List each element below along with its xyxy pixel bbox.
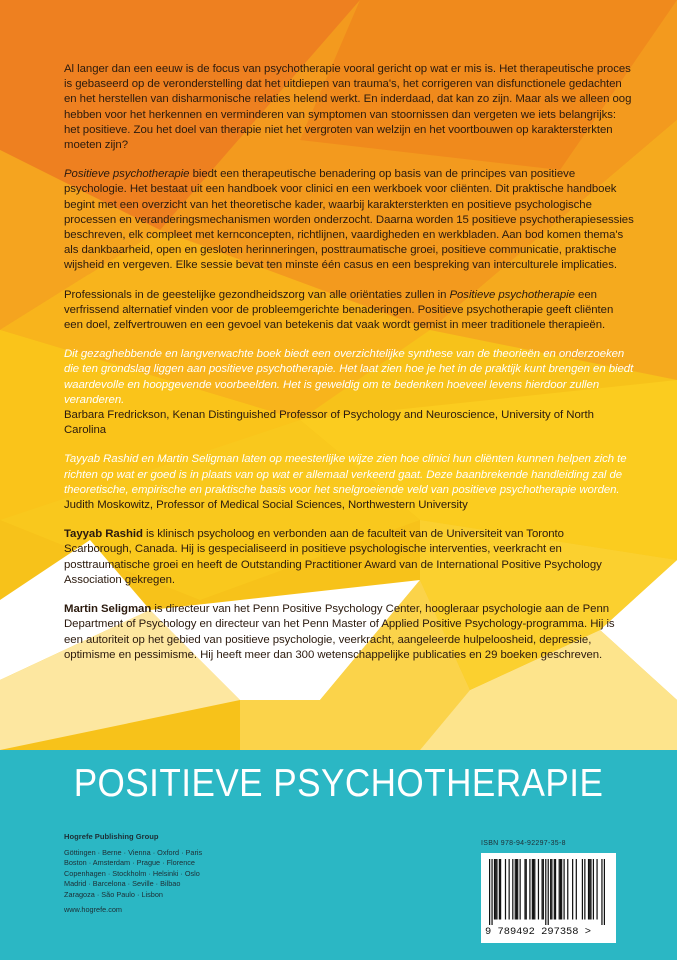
barcode-bar xyxy=(516,859,517,920)
barcode-bar xyxy=(563,859,564,920)
barcode-bar xyxy=(532,859,533,920)
barcode-bar xyxy=(561,859,562,920)
publisher-cities: Boston · Amsterdam · Prague · Florence xyxy=(64,858,195,868)
barcode-digits: 9 789492 297358 > xyxy=(485,926,592,938)
barcode-bar xyxy=(543,859,544,920)
barcode-bar xyxy=(526,859,527,920)
endorsement-quote: Tayyab Rashid en Martin Seligman laten op meesterlijke wijze zien hoe clinici hun cliënten kunnen helpen zich te richten op wat er goed is in plaats van op wat er allemaal verkeerd gaat. Deze baanbrekende handleiding zal de theoretische, empirische en praktische basis voor het snelgroeiende veld van positieve psychotherapie worden. xyxy=(64,453,627,496)
barcode-bar xyxy=(550,859,551,920)
book-title-inline: Positieve psychotherapie xyxy=(449,288,575,301)
barcode-bar xyxy=(538,859,539,920)
endorsement-quote: Dit gezaghebbende en langverwachte boek biedt een overzichtelijke synthese van de theorieën en onderzoeken die ten grondslag liggen aan positieve psychotherapie. Het laat zien hoe je het in de praktijk kunt brengen en biedt waardevolle en hoopgevende voorbeelden. Het is geweldig om te bedenken hoeveel levens hierdoor zullen veranderen. xyxy=(64,348,634,406)
barcode-bar xyxy=(572,859,573,920)
endorsement xyxy=(64,347,634,438)
barcode-bar xyxy=(596,859,597,920)
book-title: POSITIEVE PSYCHOTHERAPIE xyxy=(73,762,604,805)
barcode-bar xyxy=(491,859,492,925)
barcode-bar xyxy=(604,859,605,925)
barcode-bar xyxy=(576,859,577,920)
publisher-cities: Madrid · Barcelona · Seville · Bilbao xyxy=(64,879,181,889)
barcode-bar xyxy=(489,859,490,925)
barcode-bar xyxy=(529,859,530,920)
barcode-bar xyxy=(524,859,525,920)
audience-paragraph: Professionals in de geestelijke gezondheidszorg van alle oriëntaties zullen in Positieve psychotherapie een verfrissend alternatief vinden voor de probleemgerichte benaderingen. Positieve psychotherapie geeft cliënten een doel, zelfvertrouwen en een gevoel van betekenis dat vaak wordt gemist in meer traditionele therapieën. xyxy=(64,288,614,332)
endorsement xyxy=(64,452,634,513)
barcode-bar xyxy=(589,859,590,920)
author-bio: Tayyab Rashid is klinisch psycholoog en verbonden aan de faculteit van de Universiteit van Toronto Scarborough, Canada. Hij is gespecialiseerd in positieve psychologische interventies, veerkracht en posttraumatische groei en heeft de Outstanding Practitioner Award van de International Positive Psychology Association gekregen. xyxy=(64,528,602,586)
book-title-inline: Positieve psychotherapie xyxy=(64,168,190,181)
barcode-bar xyxy=(512,859,513,920)
barcode-bar xyxy=(601,859,602,925)
barcode-bar xyxy=(545,859,546,925)
publisher-info xyxy=(64,832,202,915)
barcode-bar xyxy=(584,859,585,920)
barcode-bar xyxy=(548,859,549,925)
barcode-bar xyxy=(517,859,518,920)
barcode-bar xyxy=(520,859,521,920)
barcode-bar xyxy=(505,859,506,920)
publisher-name: Hogrefe Publishing Group xyxy=(64,832,159,841)
barcode-bar xyxy=(515,859,516,920)
author-bio: Martin Seligman is directeur van het Penn Positive Psychology Center, hoogleraar psychologie aan de Penn Department of Psychology en directeur van het Penn Master of Applied Positive Psychology-programma. Hij is een autoriteit op het gebied van positieve psychologie, veerkracht, aangeleerde hulpeloosheid, depressie, optimisme en pessimisme. Hij heeft meer dan 300 wetenschappelijke publicaties en 29 boeken geschreven. xyxy=(64,603,615,661)
barcode-bar xyxy=(590,859,591,920)
publisher-cities: Copenhagen · Stockholm · Helsinki · Oslo xyxy=(64,868,200,878)
barcode-bar xyxy=(496,859,497,920)
barcode-bar xyxy=(542,859,543,920)
publisher-cities: Zaragoza · São Paulo · Lisbon xyxy=(64,889,163,899)
author-name: Tayyab Rashid xyxy=(64,528,143,541)
barcode-bar xyxy=(494,859,495,920)
barcode-bars xyxy=(489,859,605,925)
barcode xyxy=(481,853,616,943)
barcode-bar xyxy=(567,859,568,920)
barcode-bar xyxy=(533,859,534,920)
intro-paragraph: Al langer dan een eeuw is de focus van psychotherapie vooral gericht op wat er mis is. Het therapeutische proces is gebaseerd op de veronderstelling dat het uitdiepen van trauma's, het corrigeren van disfunctionele gedachten en het herstellen van disharmonische relaties helend werkt. En inderdaad, dat kan zo zijn. Maar als we alleen oog hebben voor het herkennen en verminderen van symptomen van stoornissen dan vergeten we iets belangrijks: het positieve. Zou het doel van therapie niet het vergroten van welzijn en het voortbouwen op karaktersterkten moeten zijn? xyxy=(64,63,632,152)
barcode-bar xyxy=(499,859,500,920)
publisher-cities: Göttingen · Berne · Vienna · Oxford · Paris xyxy=(64,847,203,857)
barcode-bar xyxy=(559,859,560,920)
barcode-bar xyxy=(551,859,552,920)
back-cover-text xyxy=(64,62,634,677)
description-paragraph: Positieve psychotherapie biedt een therapeutische benadering op basis van de principes van positieve psychologie. Het bestaat uit een handboek voor clinici en een werkboek voor cliënten. Dit praktische handboek begint met een overzicht van het theoretische kader, waarbij karaktersterkten en positieve psychologische processen en veranderingsmechanismen worden onderzocht. Daarna worden 15 positieve psychotherapiesessies beschreven, elk compleet met kernconcepten, richtlijnen, vaardigheden en werkbladen. Aan bod komen thema's als dankbaarheid, open en gesloten herinneringen, posttraumatische groei, positieve communicatie, praktische wijsheid en vergeven. Elke sessie bevat ten minste één casus en een bespreking van interculturele implicaties. xyxy=(64,168,634,272)
barcode-bar xyxy=(588,859,589,920)
barcode-bar xyxy=(534,859,535,920)
barcode-bar xyxy=(582,859,583,920)
barcode-bar xyxy=(593,859,594,920)
endorsement-attribution: Barbara Fredrickson, Kenan Distinguished Professor of Psychology and Neuroscience, University of North Carolina xyxy=(64,409,594,437)
publisher-website: www.hogrefe.com xyxy=(64,904,122,914)
barcode-bar xyxy=(495,859,496,920)
author-name: Martin Seligman xyxy=(64,603,152,616)
barcode-bar xyxy=(500,859,501,920)
barcode-bar xyxy=(560,859,561,920)
barcode-bar xyxy=(509,859,510,920)
endorsement-attribution: Judith Moskowitz, Professor of Medical Social Sciences, Northwestern University xyxy=(64,499,468,512)
isbn-label: ISBN 978-94-92297-35-8 xyxy=(481,840,566,847)
barcode-bar xyxy=(555,859,556,920)
barcode-bar xyxy=(554,859,555,920)
